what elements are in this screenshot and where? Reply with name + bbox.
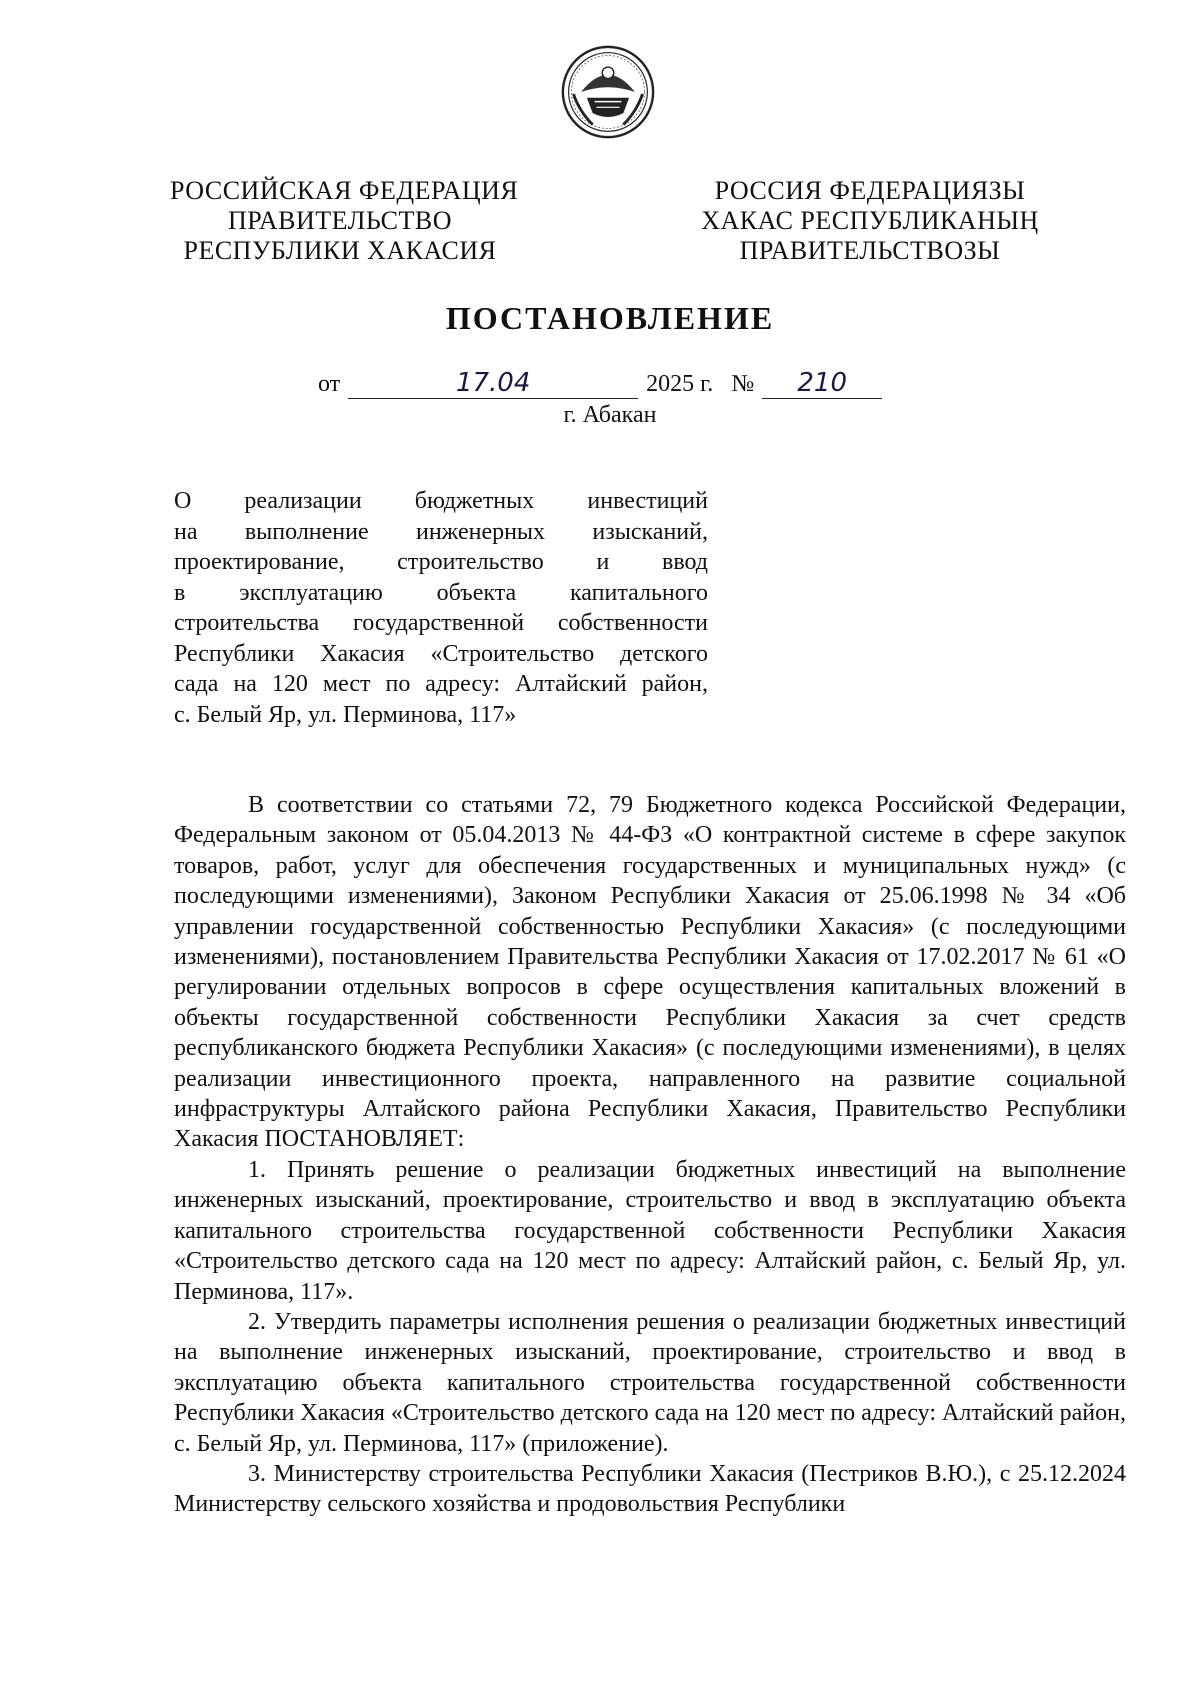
header-right-line-1: РОССИЯ ФЕДЕРАЦИЯЗЫ xyxy=(714,176,1026,205)
subject-line: сада на 120 мест по адресу: Алтайский район, xyxy=(174,671,708,697)
header-right-line-3: ПРАВИТЕЛЬСТВОЗЫ xyxy=(739,236,1001,265)
subject-line: строительства государственной собственности xyxy=(174,610,708,636)
header-left-russian xyxy=(170,176,519,266)
preamble-paragraph: В соответствии со статьями 72, 79 Бюджетного кодекса Российской Федерации, Федеральным законом от 05.04.2013 № 44-ФЗ «О контрактной системе в сфере закупок товаров, работ, услуг для обеспечения государственных и муниципальных нужд» (с последующими изменениями), Законом Республики Хакасия от 25.06.1998 № 34 «Об управлении государственной собственностью Республики Хакасия» (с последующими изменениями), постановлением Правительства Республики Хакасия от 17.02.2017 № 61 «О регулировании отдельных вопросов в сфере осуществления капитальных вложений в объекты государственной собственности Республики Хакасия за счет средств республиканского бюджета Республики Хакасия» (с последующими изменениями), в целях реализации инвестиционного проекта, направленного на развитие социальной инфраструктуры Алтайского района Республики Хакасия, Правительство Республики Хакасия ПОСТАНОВЛЯЕТ: xyxy=(174,792,1126,1153)
header-left-line-3: РЕСПУБЛИКИ ХАКАСИЯ xyxy=(183,236,497,265)
document-title: ПОСТАНОВЛЕНИЕ xyxy=(445,300,775,336)
header-right-line-2: ХАКАС РЕСПУБЛИКАНЫҢ xyxy=(701,206,1039,235)
header-left-line-1: РОССИЙСКАЯ ФЕДЕРАЦИЯ xyxy=(170,176,519,205)
city-label: г. Абакан xyxy=(563,402,657,428)
subject-line: на выполнение инженерных изысканий, xyxy=(174,518,708,545)
item-1-paragraph: 1. Принять решение о реализации бюджетных инвестиций на выполнение инженерных изысканий, проектирование, строительство и ввод в эксплуатацию объекта капитального строительства государственной собственности Республики Хакасия «Строительство детского сада на 120 мест по адресу: Алтайский район, с. Белый Яр, ул. Перминова, 117». xyxy=(174,1156,1126,1305)
handwritten-date: 17.04 xyxy=(348,368,638,399)
header-left-line-2: ПРАВИТЕЛЬСТВО xyxy=(228,206,452,235)
subject-block xyxy=(174,486,708,730)
subject-line: О реализации бюджетных инвестиций xyxy=(174,488,708,514)
handwritten-number: 210 xyxy=(762,368,882,399)
year-label: 2025 г. xyxy=(646,371,714,397)
subject-line: Республики Хакасия «Строительство детского xyxy=(174,640,708,667)
number-sign: № xyxy=(731,371,755,397)
subject-line: в эксплуатацию объекта капитального xyxy=(174,579,708,606)
date-prefix: от xyxy=(318,371,341,397)
item-2-paragraph: 2. Утвердить параметры исполнения решения о реализации бюджетных инвестиций на выполнение инженерных изысканий, проектирование, строительство и ввод в эксплуатацию объекта капитального строительства государственной собственности Республики Хакасия «Строительство детского сада на 120 мест по адресу: Алтайский район, с. Белый Яр, ул. Перминова, 117» (приложение). xyxy=(174,1308,1126,1457)
coat-of-arms-emblem xyxy=(560,44,656,140)
date-number-line xyxy=(318,368,882,402)
item-3-paragraph: 3. Министерству строительства Республики Хакасия (Пестриков В.Ю.), с 25.12.2024 Министерству сельского хозяйства и продовольствия Республики xyxy=(174,1460,1126,1518)
document-body xyxy=(174,790,1126,1520)
subject-line: с. Белый Яр, ул. Перминова, 117» xyxy=(174,701,517,728)
header-right-khakas xyxy=(700,176,1040,266)
subject-line: проектирование, строительство и ввод xyxy=(174,549,708,575)
